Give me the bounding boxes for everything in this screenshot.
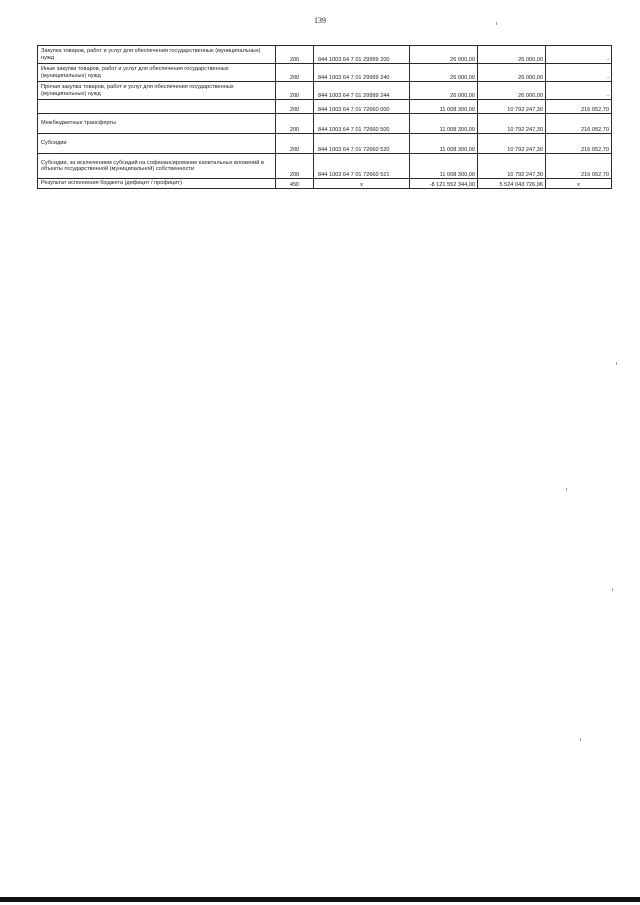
row-approved: 26 000,00 [410, 46, 478, 64]
row-approved: 11 008 300,00 [410, 100, 478, 114]
scan-speck [616, 362, 617, 365]
row-kbk: 844 1003 64 7 01 72660 500 [314, 114, 410, 134]
row-unexecuted: 216 052,70 [546, 134, 612, 154]
row-code: 200 [276, 64, 314, 82]
row-approved: 11 008 300,00 [410, 154, 478, 179]
row-name: Результат исполнения бюджета (дефицит / профицит) [38, 179, 276, 189]
scan-speck [496, 22, 497, 25]
scan-speck [580, 738, 581, 741]
row-executed: 26 000,00 [478, 82, 546, 100]
table-row [38, 100, 612, 114]
row-executed: 26 000,00 [478, 46, 546, 64]
row-name: Субсидии [38, 134, 276, 154]
row-code: 450 [276, 179, 314, 189]
scan-speck [612, 588, 613, 591]
scan-speck [566, 488, 567, 491]
row-kbk: 844 1003 64 7 01 29999 240 [314, 64, 410, 82]
row-executed: 10 792 247,30 [478, 154, 546, 179]
row-executed: 10 792 247,30 [478, 100, 546, 114]
row-unexecuted: x [546, 179, 612, 189]
row-name: Межбюджетные трансферты [38, 114, 276, 134]
row-code: 200 [276, 114, 314, 134]
row-approved: -8 121 552 344,00 [410, 179, 478, 189]
row-kbk: x [314, 179, 410, 189]
row-name: Иные закупки товаров, работ и услуг для обеспечения государственных (муниципальных) нужд [38, 64, 276, 82]
row-unexecuted: 216 052,70 [546, 114, 612, 134]
row-executed: 10 792 247,30 [478, 114, 546, 134]
row-approved: 26 000,00 [410, 82, 478, 100]
row-executed: 26 000,00 [478, 64, 546, 82]
row-approved: 11 008 300,00 [410, 114, 478, 134]
row-unexecuted: 216 052,70 [546, 100, 612, 114]
row-unexecuted: - [546, 82, 612, 100]
row-kbk: 844 1003 64 7 01 29999 200 [314, 46, 410, 64]
row-code: 200 [276, 154, 314, 179]
table-row [38, 154, 612, 179]
table-row [38, 134, 612, 154]
row-approved: 11 008 300,00 [410, 134, 478, 154]
row-code: 200 [276, 46, 314, 64]
row-name: Субсидии, за исключением субсидий на софинансирование капитальных вложений в объекты государственной (муниципальной) собственности [38, 154, 276, 179]
table-row-result [38, 179, 612, 189]
table-row [38, 64, 612, 82]
scan-bottom-edge [0, 897, 640, 902]
row-executed: 5 524 043 726,96 [478, 179, 546, 189]
table-row [38, 46, 612, 64]
row-name: Закупка товаров, работ и услуг для обеспечения государственных (муниципальных) нужд [38, 46, 276, 64]
row-kbk: 844 1003 64 7 01 72660 521 [314, 154, 410, 179]
row-executed: 10 792 247,30 [478, 134, 546, 154]
table-row [38, 82, 612, 100]
table-row [38, 114, 612, 134]
row-approved: 26 000,00 [410, 64, 478, 82]
row-code: 200 [276, 82, 314, 100]
row-kbk: 844 1003 64 7 01 29999 244 [314, 82, 410, 100]
page-number: 139 [314, 16, 326, 25]
row-unexecuted: - [546, 46, 612, 64]
row-name: Прочая закупка товаров, работ и услуг для обеспечения государственных (муниципальных) нужд [38, 82, 276, 100]
row-code: 200 [276, 134, 314, 154]
row-unexecuted: 216 052,70 [546, 154, 612, 179]
row-name [38, 100, 276, 114]
row-kbk: 844 1003 64 7 01 72660 520 [314, 134, 410, 154]
row-code: 200 [276, 100, 314, 114]
row-unexecuted: - [546, 64, 612, 82]
row-kbk: 844 1003 64 7 01 72660 000 [314, 100, 410, 114]
budget-execution-table [37, 45, 612, 189]
